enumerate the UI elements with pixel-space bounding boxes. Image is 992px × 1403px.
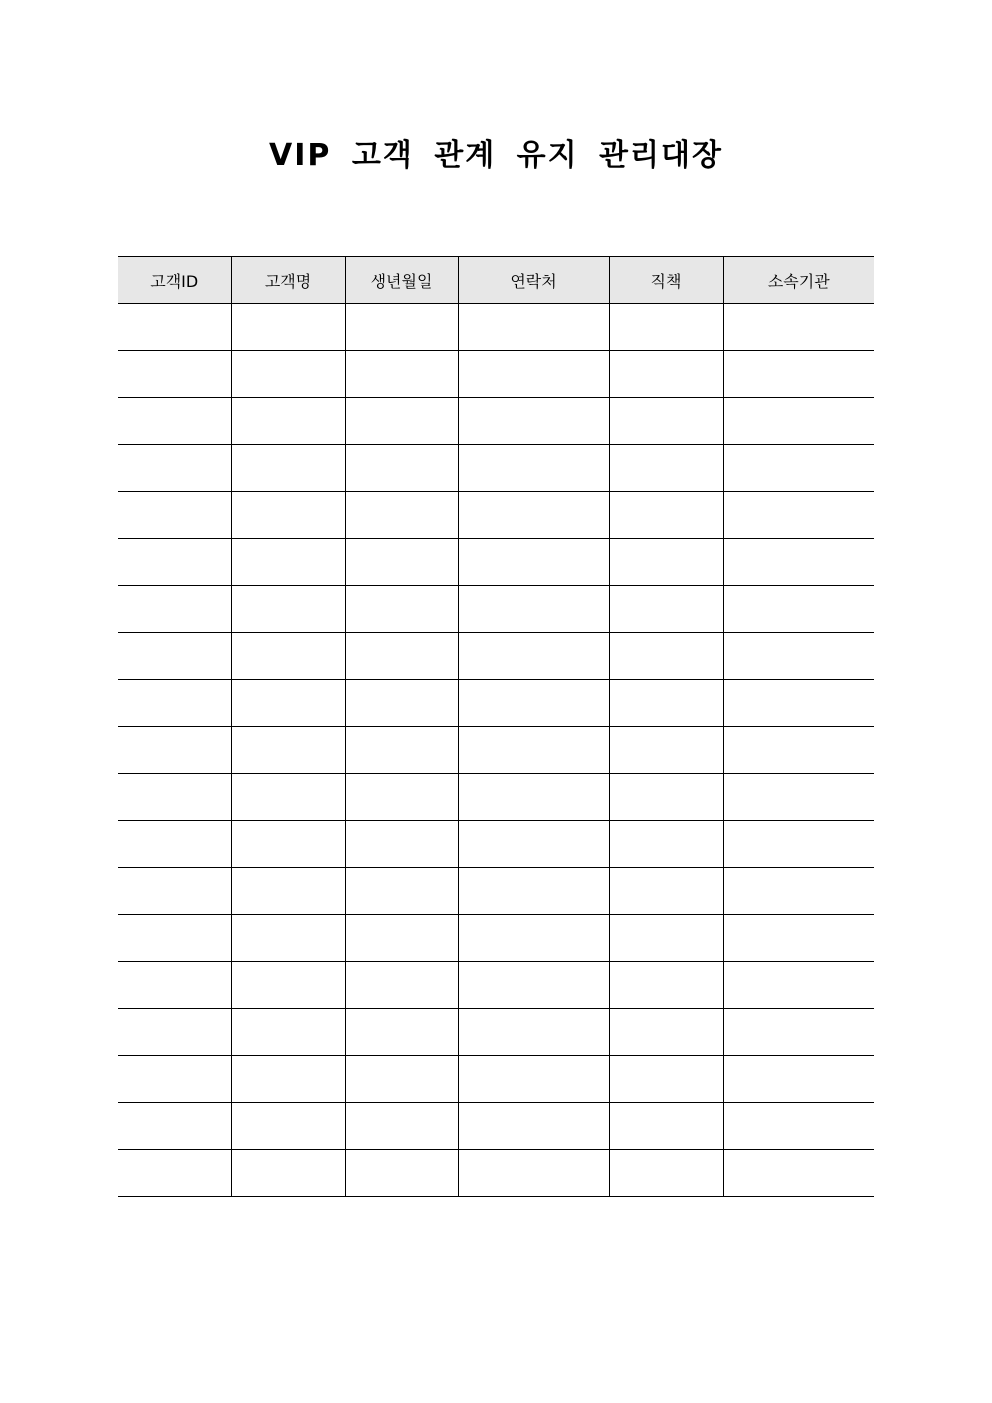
cell-contact[interactable] <box>458 398 609 445</box>
cell-organization[interactable] <box>723 680 874 727</box>
cell-contact[interactable] <box>458 774 609 821</box>
page-title: VIP 고객 관계 유지 관리대장 <box>269 138 723 173</box>
cell-contact[interactable] <box>458 539 609 586</box>
cell-customer-id[interactable] <box>118 304 231 351</box>
cell-contact[interactable] <box>458 868 609 915</box>
cell-customer-name[interactable] <box>231 1103 345 1150</box>
cell-customer-name[interactable] <box>231 398 345 445</box>
cell-birth-date[interactable] <box>345 492 458 539</box>
column-header-organization: 소속기관 <box>723 257 874 304</box>
cell-organization[interactable] <box>723 492 874 539</box>
cell-customer-id[interactable] <box>118 821 231 868</box>
cell-organization[interactable] <box>723 868 874 915</box>
cell-customer-id[interactable] <box>118 1103 231 1150</box>
cell-contact[interactable] <box>458 492 609 539</box>
cell-customer-id[interactable] <box>118 398 231 445</box>
column-header-customer-name: 고객명 <box>231 257 345 304</box>
cell-customer-name[interactable] <box>231 492 345 539</box>
cell-position[interactable] <box>609 915 723 962</box>
table-row <box>118 915 874 962</box>
cell-birth-date[interactable] <box>345 1103 458 1150</box>
table-row <box>118 351 874 398</box>
table-row <box>118 304 874 351</box>
table-row <box>118 633 874 680</box>
cell-position[interactable] <box>609 868 723 915</box>
cell-organization[interactable] <box>723 1150 874 1197</box>
cell-birth-date[interactable] <box>345 633 458 680</box>
cell-birth-date[interactable] <box>345 962 458 1009</box>
cell-contact[interactable] <box>458 727 609 774</box>
cell-customer-name[interactable] <box>231 351 345 398</box>
cell-birth-date[interactable] <box>345 351 458 398</box>
cell-customer-name[interactable] <box>231 821 345 868</box>
cell-contact[interactable] <box>458 633 609 680</box>
cell-customer-id[interactable] <box>118 727 231 774</box>
cell-customer-id[interactable] <box>118 351 231 398</box>
cell-contact[interactable] <box>458 1150 609 1197</box>
cell-organization[interactable] <box>723 351 874 398</box>
cell-position[interactable] <box>609 1056 723 1103</box>
table-row <box>118 821 874 868</box>
cell-position[interactable] <box>609 962 723 1009</box>
cell-organization[interactable] <box>723 915 874 962</box>
cell-position[interactable] <box>609 1150 723 1197</box>
cell-birth-date[interactable] <box>345 774 458 821</box>
table-row <box>118 539 874 586</box>
cell-customer-name[interactable] <box>231 774 345 821</box>
cell-birth-date[interactable] <box>345 915 458 962</box>
cell-contact[interactable] <box>458 304 609 351</box>
cell-contact[interactable] <box>458 1009 609 1056</box>
cell-customer-id[interactable] <box>118 445 231 492</box>
cell-position[interactable] <box>609 539 723 586</box>
table-row <box>118 962 874 1009</box>
cell-organization[interactable] <box>723 727 874 774</box>
cell-birth-date[interactable] <box>345 539 458 586</box>
cell-contact[interactable] <box>458 1103 609 1150</box>
cell-customer-id[interactable] <box>118 915 231 962</box>
cell-customer-id[interactable] <box>118 774 231 821</box>
table-row <box>118 492 874 539</box>
cell-customer-id[interactable] <box>118 539 231 586</box>
cell-customer-name[interactable] <box>231 586 345 633</box>
table-header-row <box>118 257 874 304</box>
cell-contact[interactable] <box>458 915 609 962</box>
cell-position[interactable] <box>609 774 723 821</box>
cell-customer-id[interactable] <box>118 1056 231 1103</box>
cell-position[interactable] <box>609 398 723 445</box>
cell-customer-id[interactable] <box>118 1009 231 1056</box>
cell-birth-date[interactable] <box>345 1150 458 1197</box>
cell-customer-name[interactable] <box>231 868 345 915</box>
table-row <box>118 727 874 774</box>
table-row <box>118 1150 874 1197</box>
cell-contact[interactable] <box>458 821 609 868</box>
cell-position[interactable] <box>609 1103 723 1150</box>
cell-birth-date[interactable] <box>345 304 458 351</box>
column-header-birth-date: 생년월일 <box>345 257 458 304</box>
table-row <box>118 445 874 492</box>
cell-customer-name[interactable] <box>231 680 345 727</box>
cell-customer-id[interactable] <box>118 1150 231 1197</box>
cell-contact[interactable] <box>458 962 609 1009</box>
cell-contact[interactable] <box>458 351 609 398</box>
cell-customer-name[interactable] <box>231 1150 345 1197</box>
cell-customer-name[interactable] <box>231 539 345 586</box>
cell-organization[interactable] <box>723 633 874 680</box>
vip-ledger-table <box>118 256 874 1197</box>
cell-organization[interactable] <box>723 1009 874 1056</box>
cell-position[interactable] <box>609 492 723 539</box>
table-row <box>118 868 874 915</box>
cell-customer-id[interactable] <box>118 586 231 633</box>
cell-contact[interactable] <box>458 586 609 633</box>
cell-organization[interactable] <box>723 398 874 445</box>
cell-organization[interactable] <box>723 962 874 1009</box>
cell-customer-id[interactable] <box>118 492 231 539</box>
cell-organization[interactable] <box>723 1056 874 1103</box>
table-row <box>118 774 874 821</box>
table-body <box>118 304 874 1197</box>
table-row <box>118 1009 874 1056</box>
cell-customer-name[interactable] <box>231 962 345 1009</box>
cell-organization[interactable] <box>723 821 874 868</box>
cell-contact[interactable] <box>458 1056 609 1103</box>
cell-customer-id[interactable] <box>118 680 231 727</box>
cell-birth-date[interactable] <box>345 1009 458 1056</box>
cell-position[interactable] <box>609 633 723 680</box>
cell-position[interactable] <box>609 1009 723 1056</box>
cell-birth-date[interactable] <box>345 445 458 492</box>
column-header-contact: 연락처 <box>458 257 609 304</box>
cell-contact[interactable] <box>458 445 609 492</box>
cell-birth-date[interactable] <box>345 586 458 633</box>
table-row <box>118 1056 874 1103</box>
cell-birth-date[interactable] <box>345 821 458 868</box>
cell-customer-name[interactable] <box>231 633 345 680</box>
cell-customer-name[interactable] <box>231 1009 345 1056</box>
cell-customer-name[interactable] <box>231 1056 345 1103</box>
cell-position[interactable] <box>609 304 723 351</box>
cell-birth-date[interactable] <box>345 680 458 727</box>
cell-organization[interactable] <box>723 445 874 492</box>
cell-position[interactable] <box>609 680 723 727</box>
cell-organization[interactable] <box>723 539 874 586</box>
cell-organization[interactable] <box>723 304 874 351</box>
column-header-customer-id: 고객ID <box>118 257 231 304</box>
cell-customer-id[interactable] <box>118 962 231 1009</box>
cell-customer-id[interactable] <box>118 633 231 680</box>
cell-customer-name[interactable] <box>231 445 345 492</box>
cell-customer-name[interactable] <box>231 304 345 351</box>
column-header-position: 직책 <box>609 257 723 304</box>
cell-position[interactable] <box>609 727 723 774</box>
cell-birth-date[interactable] <box>345 868 458 915</box>
cell-organization[interactable] <box>723 586 874 633</box>
table-row <box>118 398 874 445</box>
cell-position[interactable] <box>609 821 723 868</box>
cell-position[interactable] <box>609 445 723 492</box>
cell-customer-name[interactable] <box>231 727 345 774</box>
table-row <box>118 680 874 727</box>
table-row <box>118 1103 874 1150</box>
cell-position[interactable] <box>609 351 723 398</box>
cell-customer-id[interactable] <box>118 868 231 915</box>
cell-organization[interactable] <box>723 774 874 821</box>
table-row <box>118 586 874 633</box>
cell-contact[interactable] <box>458 680 609 727</box>
cell-organization[interactable] <box>723 1103 874 1150</box>
cell-birth-date[interactable] <box>345 398 458 445</box>
cell-birth-date[interactable] <box>345 727 458 774</box>
cell-customer-name[interactable] <box>231 915 345 962</box>
cell-birth-date[interactable] <box>345 1056 458 1103</box>
cell-position[interactable] <box>609 586 723 633</box>
